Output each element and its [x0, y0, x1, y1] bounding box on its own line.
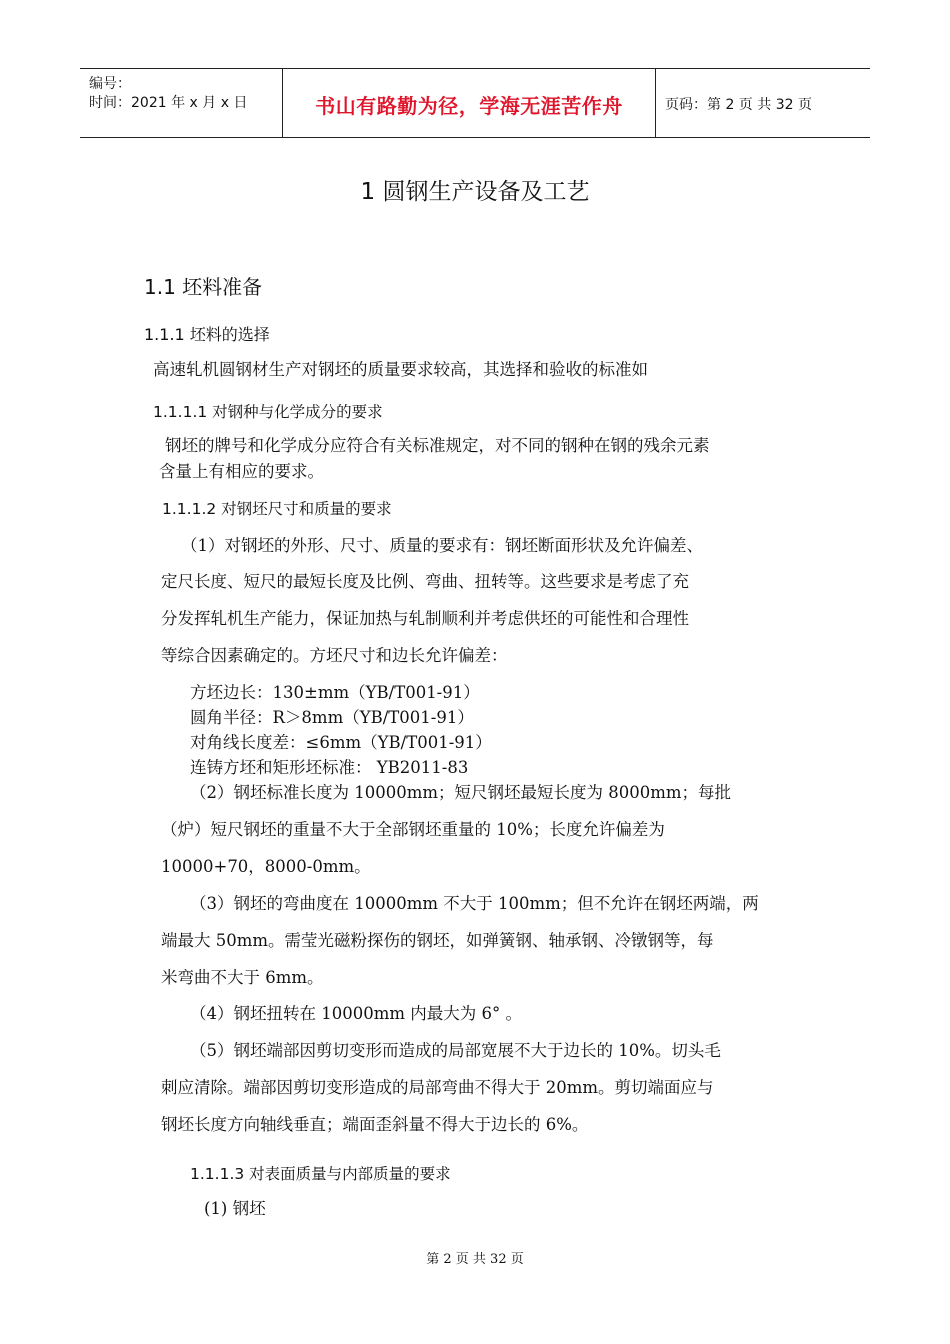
section-heading-1-1-1-1: 1.1.1.1 对钢种与化学成分的要求	[153, 403, 383, 421]
req5-line: 钢坯长度方向轴线垂直；端面歪斜量不得大于边长的 6%。	[161, 1115, 589, 1134]
req1-line: 定尺长度、短尺的最短长度及比例、弯曲、扭转等。这些要求是考虑了充	[161, 572, 689, 591]
header-page-cell	[655, 69, 870, 137]
chem-paragraph-line: 含量上有相应的要求。	[159, 462, 324, 481]
number-label: 编号：	[89, 76, 131, 92]
req4-line: （4）钢坯扭转在 10000mm 内最大为 6° 。	[190, 1004, 523, 1023]
chem-paragraph-line: 钢坯的牌号和化学成分应符合有关标准规定，对不同的钢种在钢的残余元素	[165, 436, 710, 455]
page-footer: 第 2 页 共 32 页	[426, 1252, 524, 1267]
time-label: 时间：2021 年 x 月 x 日	[89, 95, 248, 111]
page-title: 1 圆钢生产设备及工艺	[360, 179, 590, 205]
spec-line: 对角线长度差：≤6mm（YB/T001-91）	[190, 733, 492, 752]
req2-line: （炉）短尺钢坯的重量不大于全部钢坯重量的 10%；长度允许偏差为	[161, 820, 665, 839]
section-heading-1-1: 1.1 坯料准备	[144, 275, 263, 299]
req2-line: （2）钢坯标准长度为 10000mm；短尺钢坯最短长度为 8000mm；每批	[190, 783, 732, 802]
intro-paragraph: 高速轧机圆钢材生产对钢坯的质量要求较高，其选择和验收的标准如	[153, 360, 648, 379]
req5-line: （5）钢坯端部因剪切变形而造成的局部宽展不大于边长的 10%。切头毛	[190, 1041, 721, 1060]
spec-line: 圆角半径：R＞8mm（YB/T001-91）	[190, 708, 474, 727]
header-info-cell	[80, 69, 282, 137]
section-heading-1-1-1-3: 1.1.1.3 对表面质量与内部质量的要求	[190, 1165, 451, 1183]
req3-line: 米弯曲不大于 6mm。	[161, 968, 324, 987]
header-motto-cell	[282, 69, 656, 137]
req1-line: （1）对钢坯的外形、尺寸、质量的要求有：钢坯断面形状及允许偏差、	[181, 536, 703, 555]
section-heading-1-1-1-2: 1.1.1.2 对钢坯尺寸和质量的要求	[162, 500, 392, 518]
page-header	[80, 68, 870, 138]
page-info: 页码：第 2 页 共 32 页	[665, 97, 812, 113]
req2-line: 10000+70，8000-0mm。	[161, 857, 371, 876]
req3-line: 端最大 50mm。需莹光磁粉探伤的钢坯，如弹簧钢、轴承钢、冷镦钢等，每	[161, 931, 714, 950]
req1-line: 等综合因素确定的。方坯尺寸和边长允许偏差：	[161, 646, 508, 665]
section-heading-1-1-1: 1.1.1 坯料的选择	[144, 325, 270, 344]
spec-line: 方坯边长：130±mm（YB/T001-91）	[190, 683, 480, 702]
req3-line: （3）钢坯的弯曲度在 10000mm 不大于 100mm；但不允许在钢坯两端，两	[190, 894, 759, 913]
req1-line: 分发挥轧机生产能力，保证加热与轧制顺利并考虑供坯的可能性和合理性	[161, 609, 689, 628]
item-billet: (1) 钢坯	[204, 1199, 266, 1218]
spec-line: 连铸方坯和矩形坯标准： YB2011-83	[190, 758, 469, 777]
motto-text: 书山有路勤为径，学海无涯苦作舟	[315, 94, 623, 118]
req5-line: 刺应清除。端部因剪切变形造成的局部弯曲不得大于 20mm。剪切端面应与	[161, 1078, 714, 1097]
